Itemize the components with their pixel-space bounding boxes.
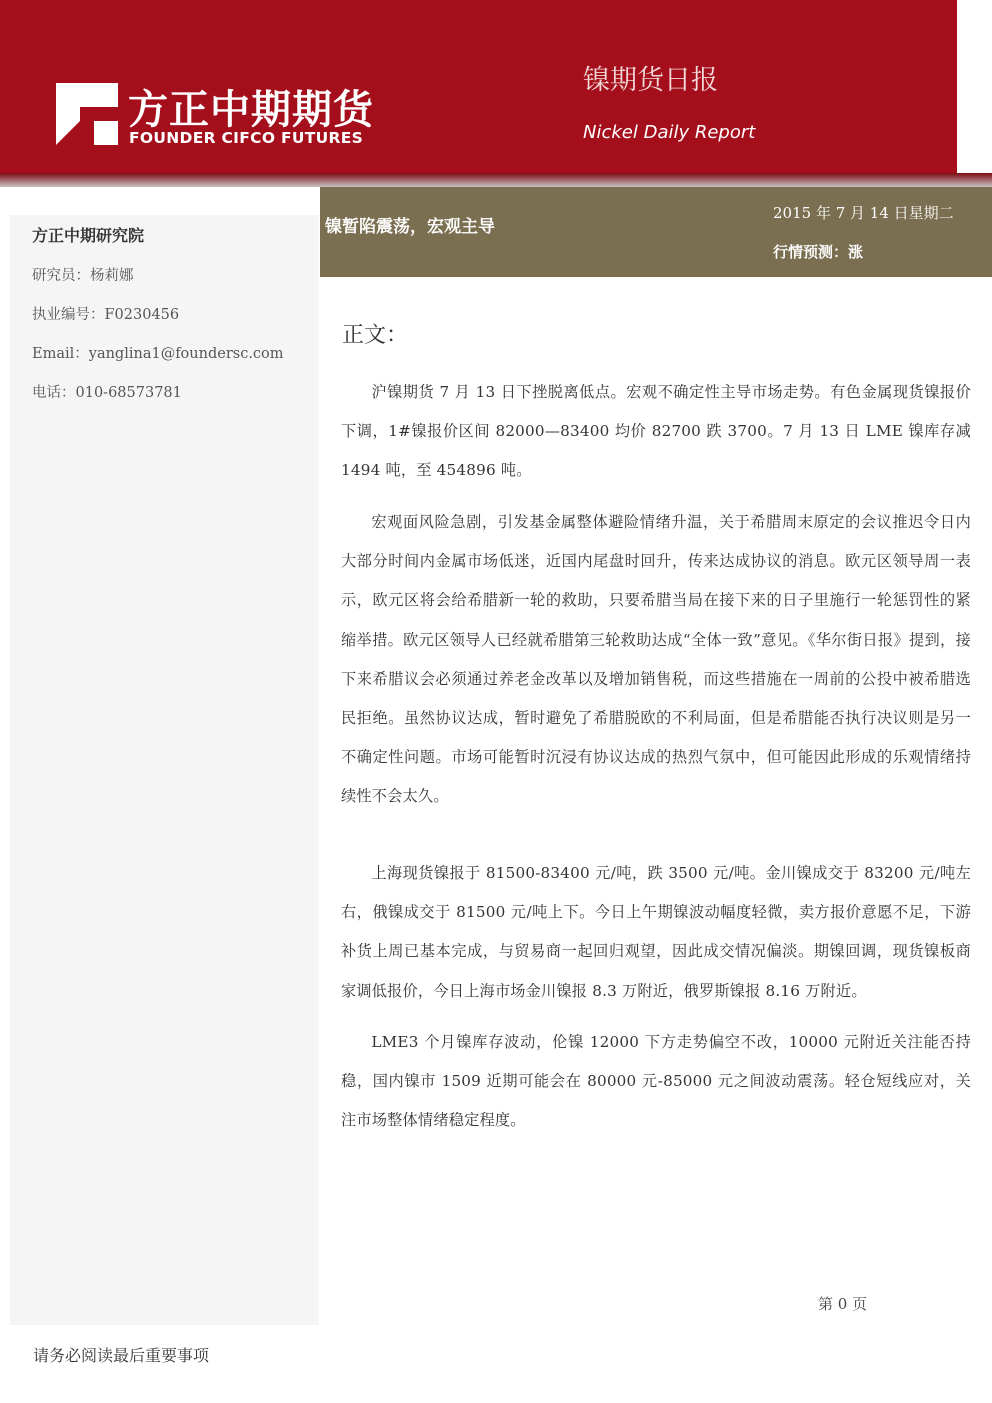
- researcher-name: 研究员：杨莉娜: [32, 268, 134, 284]
- market-forecast: 行情预测：涨: [773, 243, 864, 261]
- body-paragraph: LME3 个月镍库存波动，伦镍 12000 下方走势偏空不改，10000 元附近关注能否持稳，国内镍市 1509 近期可能会在 80000 元-85000 元之间波动震荡。轻仓短线应对，关注市场整体情绪稳定程度。: [341, 1033, 971, 1130]
- report-date: 2015 年 7 月 14 日星期二: [773, 204, 954, 222]
- research-institute: 方正中期研究院: [32, 226, 145, 245]
- body-paragraph: 沪镍期货 7 月 13 日下挫脱离低点。宏观不确定性主导市场走势。有色金属现货镍报价下调，1#镍报价区间 82000—83400 均价 82700 跌 3700。7 月 13 日 LME 镍库存减 1494 吨，至 454896 吨。: [341, 383, 971, 480]
- company-name-en: FOUNDER CIFCO FUTURES: [129, 129, 364, 147]
- body-paragraph: 宏观面风险急剧，引发基金属整体避险情绪升温，关于希腊周末原定的会议推迟令日内大部分时间内金属市场低迷，近国内尾盘时回升，传来达成协议的消息。欧元区领导周一表示，欧元区将会给希腊新一轮的救助，只要希腊当局在接下来的日子里施行一轮惩罚性的紧缩举措。欧元区领导人已经就希腊第三轮救助达成“全体一致”意见。《华尔街日报》提到，接下来希腊议会必须通过养老金改革以及增加销售税，而这些措施在一周前的公投中被希腊选民拒绝。虽然协议达成，暂时避免了希腊脱欧的不利局面，但是希腊能否执行决议则是另一不确定性问题。市场可能暂时沉浸有协议达成的热烈气氛中，但可能因此形成的乐观情绪持续性不会太久。: [341, 513, 971, 806]
- report-headline: 镍暂陷震荡，宏观主导: [325, 217, 495, 237]
- report-title-en: Nickel Daily Report: [583, 122, 756, 143]
- company-name-cn: 方正中期期货: [128, 87, 374, 133]
- page-number: 第 0 页: [818, 1295, 868, 1313]
- header-divider: [0, 173, 992, 187]
- report-title-cn: 镍期货日报: [583, 65, 718, 96]
- body-paragraph: 上海现货镍报于 81500-83400 元/吨，跌 3500 元/吨。金川镍成交于 83200 元/吨左右，俄镍成交于 81500 元/吨上下。今日上午期镍波动幅度轻微，卖方报价意愿不足，下游补货上周已基本完成，与贸易商一起回归观望，因此成交情况偏淡。期镍回调，现货镍板商家调低报价，今日上海市场金川镍报 8.3 万附近，俄罗斯镍报 8.16 万附近。: [341, 864, 971, 1000]
- body-heading: 正文：: [342, 323, 409, 348]
- contact-phone: 电话：010-68573781: [32, 385, 182, 401]
- founder-logo-icon: [56, 83, 118, 145]
- disclaimer-note: 请务必阅读最后重要事项: [33, 1346, 210, 1365]
- contact-email: Email：yanglina1@foundersc.com: [32, 346, 284, 362]
- license-number: 执业编号：F0230456: [32, 307, 180, 323]
